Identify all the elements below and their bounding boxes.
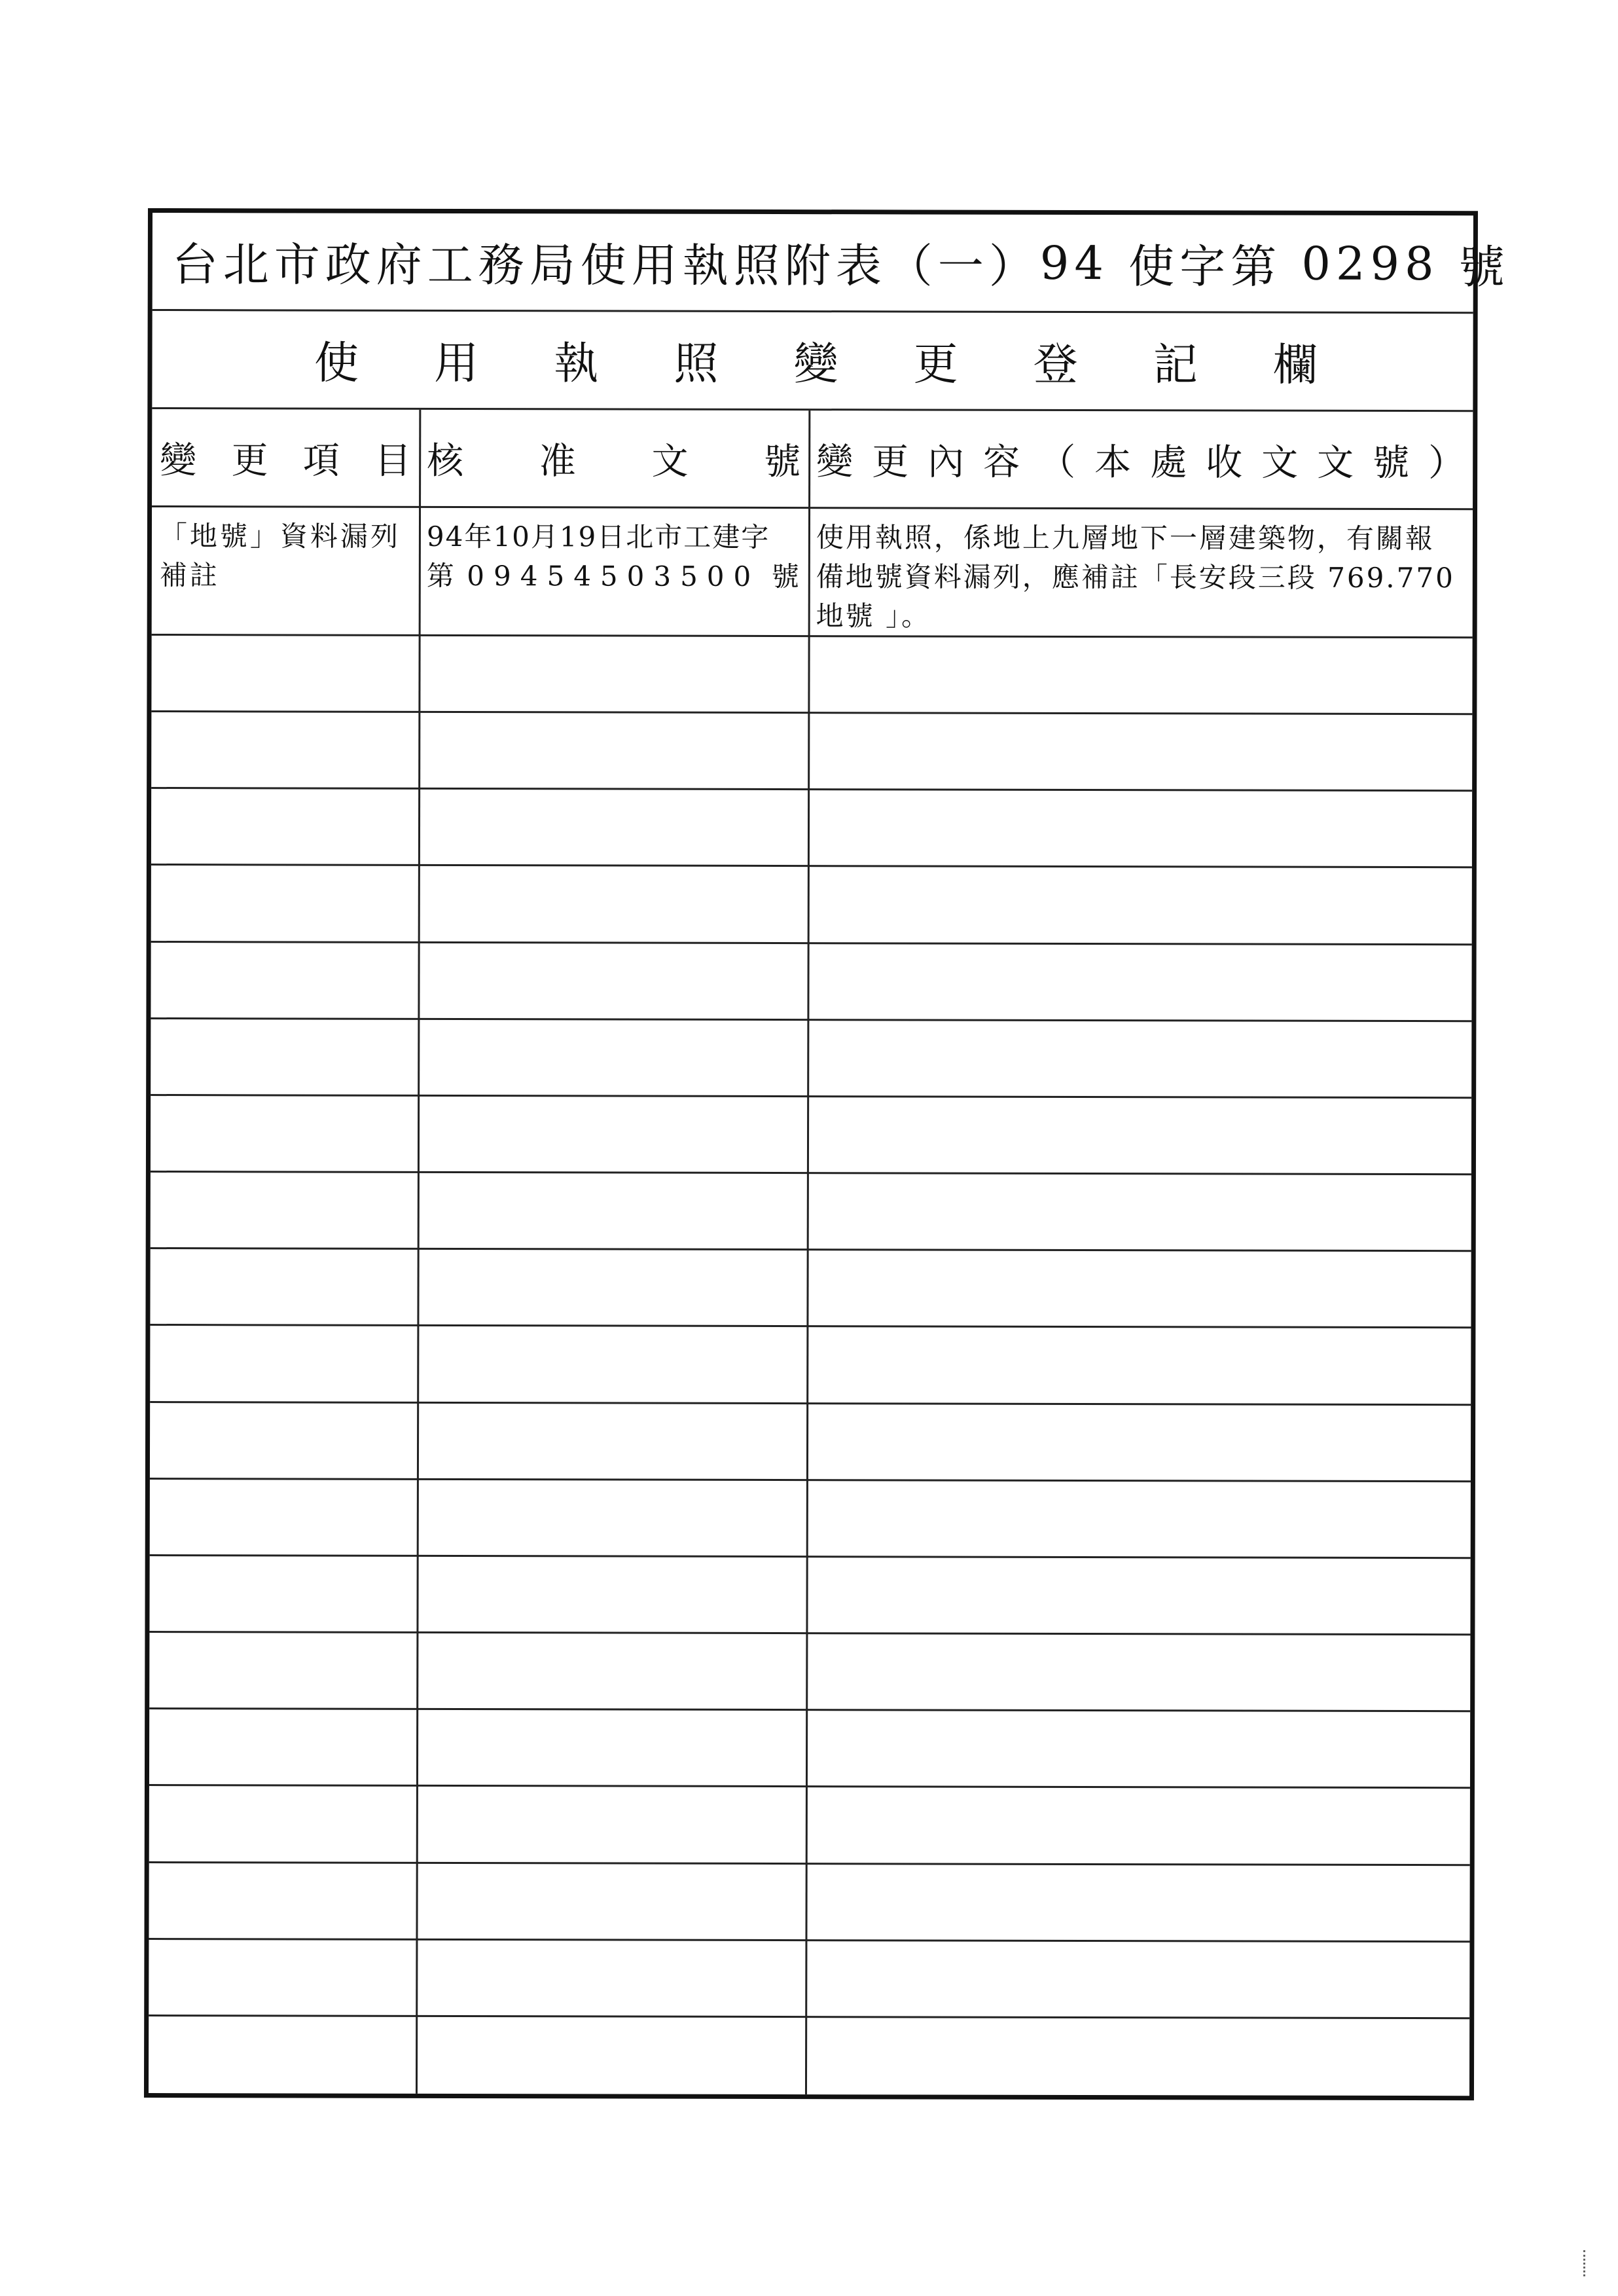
subtitle-char: 變 bbox=[793, 338, 838, 391]
subtitle-char: 更 bbox=[913, 338, 958, 391]
table-row bbox=[150, 1326, 1471, 1405]
table-row bbox=[149, 1556, 1470, 1635]
table-row bbox=[149, 1863, 1469, 1942]
subtitle-char: 使 bbox=[314, 337, 359, 390]
title-year: 94 bbox=[1039, 236, 1109, 290]
table-row bbox=[149, 1633, 1470, 1712]
subtitle-char: 用 bbox=[434, 337, 479, 390]
subtitle-char: 執 bbox=[554, 338, 599, 390]
table-row bbox=[150, 1480, 1471, 1559]
form-title bbox=[153, 213, 1510, 314]
table-row bbox=[150, 1249, 1471, 1328]
table-row bbox=[151, 1019, 1471, 1099]
header-change-item: 變 更 項 目 bbox=[160, 439, 412, 483]
table-row bbox=[150, 1403, 1471, 1482]
table-row bbox=[149, 1786, 1470, 1865]
table-row bbox=[151, 636, 1472, 715]
table-row bbox=[151, 1096, 1471, 1175]
entry-item-cell: 「地號」資料漏列 補註 bbox=[159, 520, 401, 592]
table-row bbox=[151, 943, 1471, 1022]
header-approval-number: 核 准 文 號 bbox=[427, 439, 801, 483]
table-row bbox=[151, 712, 1472, 792]
table-row bbox=[152, 507, 1473, 638]
table-row bbox=[149, 1940, 1469, 2019]
entry-content-cell: 使用執照，係地上九層地下一層建築物，有關報 備地號資料漏列，應補註「長安段三段 769.770 地號 」。 bbox=[816, 521, 1455, 632]
table-header-row bbox=[152, 409, 1473, 510]
title-number: 0298 bbox=[1301, 236, 1439, 291]
subtitle-char: 記 bbox=[1153, 339, 1198, 392]
table-row bbox=[149, 1709, 1470, 1789]
subtitle-char: 登 bbox=[1033, 338, 1078, 391]
header-change-content: 變 更 內 容 （ 本 處 收 文 文 號 ） bbox=[816, 440, 1465, 484]
subtitle-char: 照 bbox=[674, 338, 719, 390]
table-row bbox=[151, 789, 1472, 868]
title-mid: 使字第 bbox=[1128, 240, 1282, 294]
table-row bbox=[151, 1173, 1471, 1252]
entry-approval-cell: 94年10月19日北市工建字 第 09454503500 號 bbox=[426, 520, 800, 593]
title-suffix: 號 bbox=[1458, 240, 1510, 295]
table-row bbox=[151, 866, 1472, 945]
scan-mark bbox=[1583, 2250, 1594, 2276]
form-subtitle bbox=[152, 311, 1473, 412]
table-row bbox=[149, 2016, 1469, 2096]
usage-permit-attachment-form bbox=[144, 208, 1510, 2100]
subtitle-char: 欄 bbox=[1272, 339, 1318, 392]
title-prefix: 台北市政府工務局使用執照附表（一） bbox=[171, 238, 1040, 293]
